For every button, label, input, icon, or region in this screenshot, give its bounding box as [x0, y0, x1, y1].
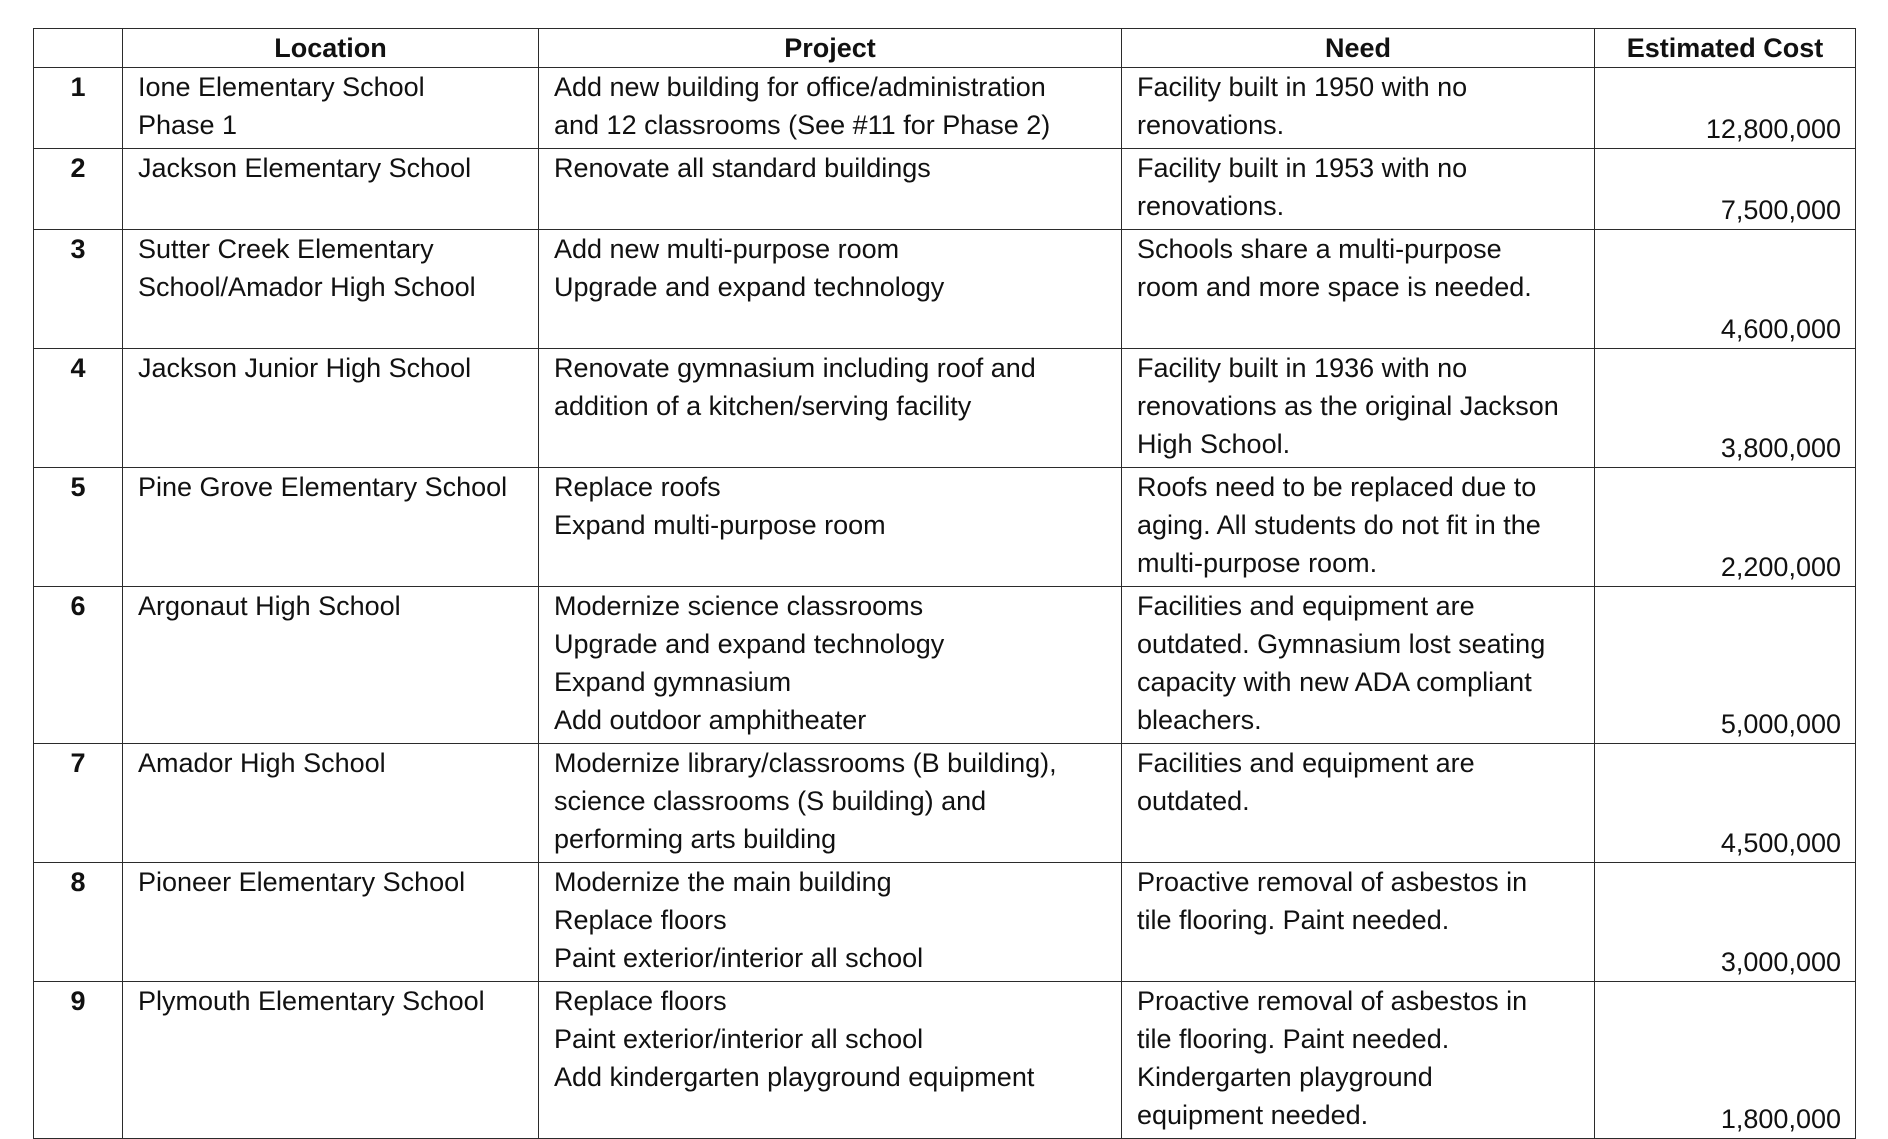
table-row: [34, 349, 1856, 468]
row-need-line: outdated.: [1137, 786, 1250, 816]
row-need-line: Facilities and equipment are: [1137, 748, 1475, 778]
row-project-line: Upgrade and expand technology: [554, 629, 945, 659]
row-number: 6: [34, 587, 123, 744]
row-location: [123, 863, 539, 982]
row-need: [1122, 863, 1595, 982]
row-project-line: Modernize science classrooms: [554, 591, 924, 621]
table-body: [34, 68, 1856, 1139]
row-need-line: Facilities and equipment are: [1137, 591, 1475, 621]
row-need-line: renovations.: [1137, 110, 1285, 140]
table-row: [34, 863, 1856, 982]
row-need-line: Kindergarten playground: [1137, 1062, 1433, 1092]
row-project-line: Expand multi-purpose room: [554, 510, 886, 540]
row-number: 7: [34, 744, 123, 863]
row-location: [123, 349, 539, 468]
table-row: [34, 149, 1856, 230]
row-need-line: capacity with new ADA compliant: [1137, 667, 1532, 697]
row-need-line: High School.: [1137, 429, 1291, 459]
row-project: [539, 149, 1122, 230]
row-need: [1122, 587, 1595, 744]
row-location-line: Argonaut High School: [138, 591, 401, 621]
row-location-line: Sutter Creek Elementary: [138, 234, 434, 264]
row-project-line: Expand gymnasium: [554, 667, 792, 697]
row-location-line: Pioneer Elementary School: [138, 867, 466, 897]
row-location-line: Plymouth Elementary School: [138, 986, 485, 1016]
row-project-line: Add outdoor amphitheater: [554, 705, 867, 735]
table-row: [34, 744, 1856, 863]
row-project-line: and 12 classrooms (See #11 for Phase 2): [554, 110, 1051, 140]
row-project: [539, 587, 1122, 744]
row-need: [1122, 982, 1595, 1139]
row-need: [1122, 349, 1595, 468]
table-row: [34, 468, 1856, 587]
row-need-line: Facility built in 1936 with no: [1137, 353, 1468, 383]
row-location-line: Jackson Elementary School: [138, 153, 472, 183]
row-project: [539, 863, 1122, 982]
table-row: [34, 587, 1856, 744]
row-need-line: Schools share a multi-purpose: [1137, 234, 1502, 264]
row-number: 3: [34, 230, 123, 349]
row-project: [539, 349, 1122, 468]
row-estimated-cost: 2,200,000: [1595, 468, 1856, 587]
row-project-line: Add new multi-purpose room: [554, 234, 900, 264]
table-row: [34, 982, 1856, 1139]
row-estimated-cost: 4,600,000: [1595, 230, 1856, 349]
capital-projects-table: [33, 28, 1856, 1139]
row-need: [1122, 230, 1595, 349]
row-need-line: Proactive removal of asbestos in: [1137, 986, 1528, 1016]
row-need: [1122, 744, 1595, 863]
row-need-line: room and more space is needed.: [1137, 272, 1532, 302]
header-estimated-cost: Estimated Cost: [1595, 29, 1856, 68]
row-project-line: Upgrade and expand technology: [554, 272, 945, 302]
row-need-line: Proactive removal of asbestos in: [1137, 867, 1528, 897]
row-estimated-cost: 7,500,000: [1595, 149, 1856, 230]
row-location-line: School/Amador High School: [138, 272, 476, 302]
row-estimated-cost: 3,800,000: [1595, 349, 1856, 468]
row-project-line: addition of a kitchen/serving facility: [554, 391, 972, 421]
row-location: [123, 587, 539, 744]
row-location-line: Ione Elementary School: [138, 72, 425, 102]
row-location: [123, 982, 539, 1139]
row-project-line: Add kindergarten playground equipment: [554, 1062, 1035, 1092]
row-location-line: Pine Grove Elementary School: [138, 472, 508, 502]
row-need-line: equipment needed.: [1137, 1100, 1369, 1130]
row-number: 2: [34, 149, 123, 230]
row-need: [1122, 149, 1595, 230]
header-project: Project: [539, 29, 1122, 68]
row-location-line: Jackson Junior High School: [138, 353, 472, 383]
row-need-line: tile flooring. Paint needed.: [1137, 905, 1450, 935]
row-need-line: aging. All students do not fit in the: [1137, 510, 1541, 540]
row-project-line: Modernize library/classrooms (B building),: [554, 748, 1057, 778]
row-project-line: Replace roofs: [554, 472, 721, 502]
row-project-line: Renovate gymnasium including roof and: [554, 353, 1036, 383]
header-location: Location: [123, 29, 539, 68]
header-row: [34, 29, 1856, 68]
row-project: [539, 982, 1122, 1139]
row-project: [539, 744, 1122, 863]
row-location: [123, 468, 539, 587]
row-location-line: Amador High School: [138, 748, 386, 778]
row-estimated-cost: 12,800,000: [1595, 68, 1856, 149]
row-project-line: science classrooms (S building) and: [554, 786, 987, 816]
row-estimated-cost: 3,000,000: [1595, 863, 1856, 982]
document-page: [33, 28, 1856, 1139]
row-location-line: Phase 1: [138, 110, 238, 140]
row-estimated-cost: 4,500,000: [1595, 744, 1856, 863]
row-project-line: Replace floors: [554, 986, 727, 1016]
row-need-line: Facility built in 1953 with no: [1137, 153, 1468, 183]
row-project-line: Paint exterior/interior all school: [554, 943, 924, 973]
row-need-line: outdated. Gymnasium lost seating: [1137, 629, 1546, 659]
row-project: [539, 468, 1122, 587]
row-location: [123, 230, 539, 349]
row-project-line: Replace floors: [554, 905, 727, 935]
table-row: [34, 230, 1856, 349]
row-estimated-cost: 1,800,000: [1595, 982, 1856, 1139]
table-row: [34, 68, 1856, 149]
row-need: [1122, 68, 1595, 149]
row-project-line: performing arts building: [554, 824, 837, 854]
row-number: 1: [34, 68, 123, 149]
row-number: 5: [34, 468, 123, 587]
row-location: [123, 68, 539, 149]
row-number: 8: [34, 863, 123, 982]
row-number: 9: [34, 982, 123, 1139]
row-number: 4: [34, 349, 123, 468]
row-project-line: Modernize the main building: [554, 867, 892, 897]
row-need-line: tile flooring. Paint needed.: [1137, 1024, 1450, 1054]
row-project-line: Paint exterior/interior all school: [554, 1024, 924, 1054]
row-project: [539, 68, 1122, 149]
row-need-line: Facility built in 1950 with no: [1137, 72, 1468, 102]
row-need-line: bleachers.: [1137, 705, 1262, 735]
row-need-line: Roofs need to be replaced due to: [1137, 472, 1537, 502]
row-estimated-cost: 5,000,000: [1595, 587, 1856, 744]
row-need-line: renovations as the original Jackson: [1137, 391, 1559, 421]
header-need: Need: [1122, 29, 1595, 68]
row-location: [123, 149, 539, 230]
row-need-line: renovations.: [1137, 191, 1285, 221]
row-need-line: multi-purpose room.: [1137, 548, 1378, 578]
row-project-line: Renovate all standard buildings: [554, 153, 931, 183]
row-location: [123, 744, 539, 863]
row-project-line: Add new building for office/administration: [554, 72, 1046, 102]
row-project: [539, 230, 1122, 349]
row-need: [1122, 468, 1595, 587]
header-number: [34, 29, 123, 68]
